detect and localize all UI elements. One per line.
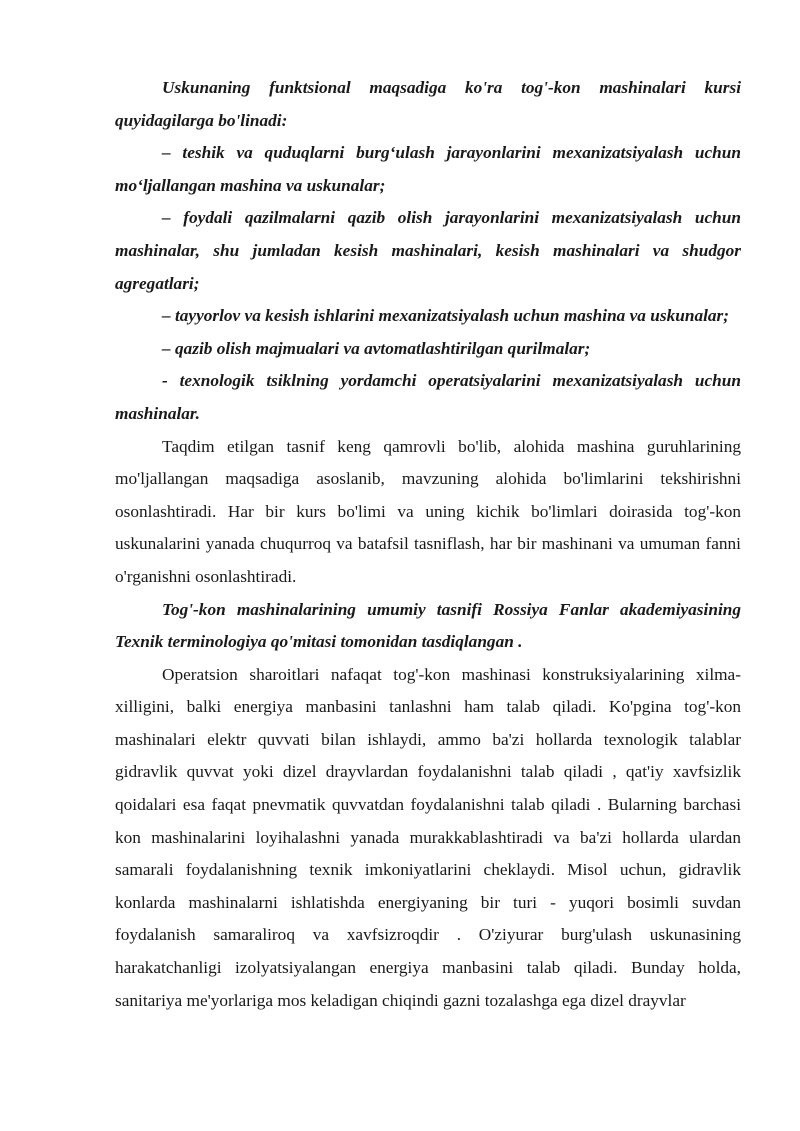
body-paragraph-operation: Operatsion sharoitlari nafaqat tog'-kon mashinasi konstruksiyalarining xilma-xilligini, balki energiya manbasini tanlashni ham talab qiladi. Ko'pgina tog'-kon mashinalari elektr quvvati bilan ishlaydi, ammo ba'zi hollarda texnologik talablar gidravlik quvvat yoki dizel drayvlardan foydalanishni talab qiladi , qat'iy xavfsizlik qoidalari esa faqat pnevmatik quvvatdan foydalanishni talab qiladi . Bularning barchasi kon mashinalarini loyihalashni yanada murakkablashtiradi va ba'zi hollarda ulardan samarali foydalanishning texnik imkoniyatlarini cheklaydi. Misol uchun, gidravlik konlarda mashinalarni ishlatishda energiyaning bir turi - yuqori bosimli suvdan foydalanish samaraliroq va xavfsizroqdir . O'ziyurar burg'ulash uskunasining harakatchanligi izolyatsiyalangan energiya manbasini talab qiladi. Bunday holda, sanitariya me'yorlariga mos keladigan chiqindi gazni tozalashga ega dizel drayvlar	[115, 664, 741, 1010]
body-paragraph-approval: Tog'-kon mashinalarining umumiy tasnifi Rossiya Fanlar akademiyasining Texnik terminologiya qo'mitasi tomonidan tasdiqlangan .	[115, 599, 741, 652]
list-item-auxiliary: - texnologik tsiklning yordamchi operatsiyalarini mexanizatsiyalash uchun mashinalar.	[115, 371, 741, 423]
body-paragraph-classification: Taqdim etilgan tasnif keng qamrovli bo'lib, alohida mashina guruhlarining mo'ljallangan maqsadiga asoslanib, mavzuning alohida bo'limlarini tekshirishni osonlashtiradi. Har bir kurs bo'limi va uning kichik bo'limlari doirasida tog'-kon uskunalarini yanada chuqurroq va batafsil tasniflash, har bir mashinani va umuman fanni o'rganishni osonlashtiradi.	[115, 436, 741, 586]
list-item-drilling: – teshik va quduqlarni burg‘ulash jarayonlarini mexanizatsiyalash uchun mo‘ljallangan mashina va uskunalar;	[115, 143, 741, 195]
list-item-extraction: – foydali qazilmalarni qazib olish jarayonlarini mexanizatsiyalash uchun mashinalar, shu jumladan kesish mashinalari, kesish mashinalari va shudgor agregatlari;	[115, 208, 741, 293]
intro-paragraph: Uskunaning funktsional maqsadiga ko'ra tog'-kon mashinalari kursi quyidagilarga bo'linadi:	[115, 78, 741, 130]
list-item-complexes: – qazib olish majmualari va avtomatlashtirilgan qurilmalar;	[162, 338, 591, 358]
document-page	[115, 72, 741, 1017]
list-item-preparation: – tayyorlov va kesish ishlarini mexanizatsiyalash uchun mashina va uskunalar;	[162, 306, 730, 326]
